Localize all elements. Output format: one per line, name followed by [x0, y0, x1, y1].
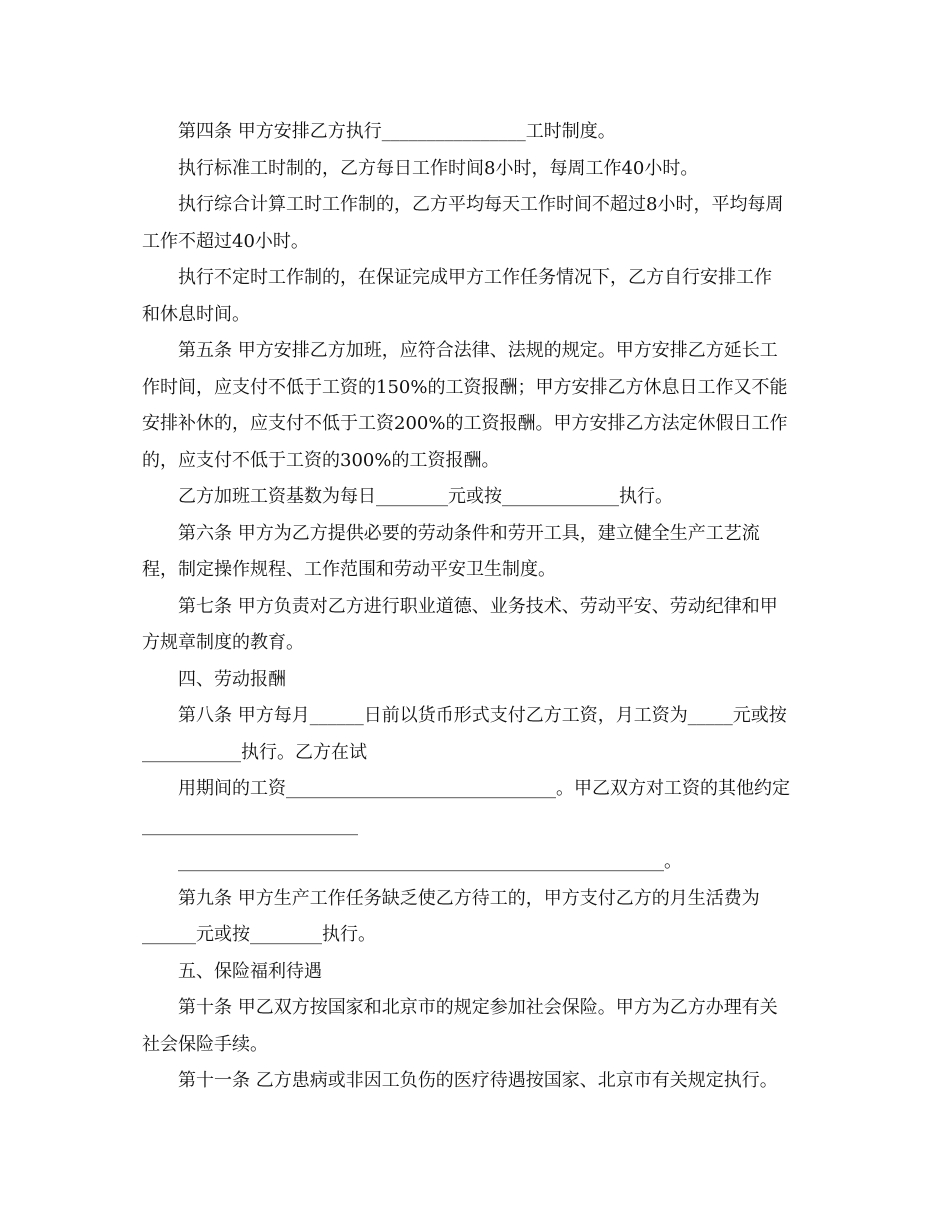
line-12: 第六条 甲方为乙方提供必要的劳动条件和劳开工具，建立健全生产工艺流 — [178, 522, 760, 544]
line-9: 安排补休的，应支付不低于工资200%的工资报酬。甲方安排乙方法定休假日工作 — [142, 413, 788, 434]
line-21: ______________________________________________________。 — [178, 851, 682, 872]
line-8: 作时间，应支付不低于工资的150%的工资报酬；甲方安排乙方休息日工作又不能 — [142, 376, 788, 398]
line-7: 第五条 甲方安排乙方加班，应符合法律、法规的规定。甲方安排乙方延长工 — [178, 340, 778, 361]
line-2: 执行标准工时制的，乙方每日工作时间8小时，每周工作40小时。 — [178, 157, 699, 179]
line-4: 工作不超过40小时。 — [142, 230, 309, 252]
line-3: 执行综合计算工时工作制的，乙方平均每天工作时间不超过8小时，平均每周 — [178, 194, 784, 215]
line-18: ___________执行。乙方在试 — [142, 741, 367, 763]
line-13: 程，制定操作规程、工作范围和劳动平安卫生制度。 — [142, 559, 556, 580]
line-25: 第十条 甲乙双方按国家和北京市的规定参加社会保险。甲方为乙方办理有关 — [178, 997, 778, 1018]
line-27: 第十一条 乙方患病或非因工负伤的医疗待遇按国家、北京市有关规定执行。 — [178, 1070, 778, 1091]
line-5: 执行不定时工作制的，在保证完成甲方工作任务情况下，乙方自行安排工作 — [178, 267, 772, 288]
document-page — [142, 114, 802, 1100]
line-22: 第九条 甲方生产工作任务缺乏使乙方待工的，甲方支付乙方的月生活费为 — [178, 887, 760, 909]
section-heading-4: 四、劳动报酬 — [178, 668, 286, 690]
line-15: 方规章制度的教育。 — [142, 632, 304, 653]
line-19: 用期间的工资______________________________。甲乙双方对工资的其他约定 — [178, 778, 790, 799]
line-23: ______元或按________执行。 — [142, 924, 376, 945]
line-10: 的，应支付不低于工资的300%的工资报酬。 — [142, 449, 500, 471]
line-14: 第七条 甲方负责对乙方进行职业道德、业务技术、劳动平安、劳动纪律和甲 — [178, 595, 778, 617]
line-17: 第八条 甲方每月______日前以货币形式支付乙方工资，月工资为_____元或按 — [178, 705, 787, 726]
line-1: 第四条 甲方安排乙方执行________________工时制度。 — [178, 121, 616, 142]
line-6: 和休息时间。 — [142, 303, 250, 325]
line-11: 乙方加班工资基数为每日________元或按_____________执行。 — [178, 486, 673, 507]
line-20: ________________________ — [142, 814, 358, 836]
section-heading-5: 五、保险福利待遇 — [178, 960, 322, 982]
line-26: 社会保险手续。 — [142, 1033, 268, 1055]
